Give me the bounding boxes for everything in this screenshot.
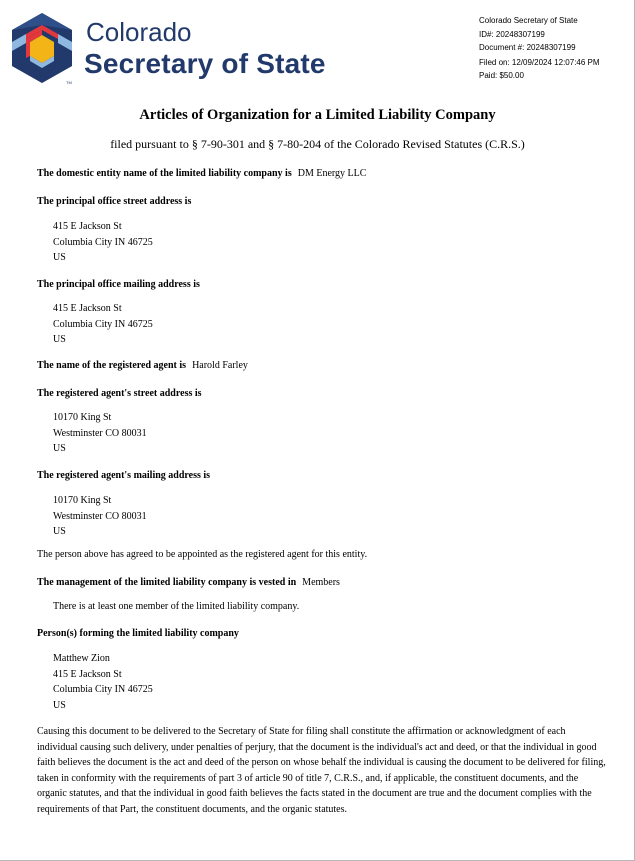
entity-name-value: DM Energy LLC <box>297 168 367 179</box>
registered-agent-value: Harold Farley <box>192 360 248 371</box>
management-note: There is at least one member of the limited liability company. <box>53 601 300 612</box>
filing-document-number: Document #: 20248307199 <box>479 43 576 52</box>
principal-mailing-address: 415 E Jackson St Columbia City IN 46725 US <box>53 303 153 345</box>
filing-stamp <box>479 14 600 83</box>
principal-street-address: 415 E Jackson St Columbia City IN 46725 US <box>53 221 153 263</box>
principal-street-heading: The principal office street address is <box>37 196 192 207</box>
registered-agent-row <box>37 360 248 371</box>
entity-name-label: The domestic entity name of the limited liability company is <box>37 168 292 179</box>
filing-fee: Paid: $50.00 <box>479 71 524 80</box>
logo-text-secretary-of-state: Secretary of State <box>84 48 326 79</box>
agent-street-address: 10170 King St Westminster CO 80031 US <box>53 412 147 454</box>
filing-id: ID#: 20248307199 <box>479 29 545 39</box>
principal-mailing-heading: The principal office mailing address is <box>37 279 200 290</box>
agent-mailing-heading: The registered agent's mailing address is <box>37 470 211 481</box>
formers-heading: Person(s) forming the limited liability company <box>37 628 239 639</box>
logo-text-colorado: Colorado <box>86 17 192 47</box>
management-row <box>37 577 340 588</box>
registered-agent-label: The name of the registered agent is <box>37 360 187 371</box>
document-subtitle: filed pursuant to § 7-90-301 and § 7-80-204 of the Colorado Revised Statutes (C.R.S.) <box>110 137 525 151</box>
agent-mailing-address: 10170 King St Westminster CO 80031 US <box>53 495 147 537</box>
affirmation-paragraph: Causing this document to be delivered to the Secretary of State for filing shall constitute the affirmation or acknowledgment of each individual causing such delivery, under penalties of perjury, that the document is the individual's act and deed, or that the individual in good faith believes the document is the act and deed of the person on whose behalf the individual is causing the document to be delivered for filing, taken in conformity with the requirements of part 3 of article 90 of title 7, C.R.S., and, if applicable, the constituent documents, and the organic statutes, and that the individual in good faith believes the facts stated in the document are true and the document complies with the requirements of that Part, the constituent documents, and the organic statutes. <box>37 726 606 815</box>
management-value: Members <box>302 577 340 588</box>
svg-text:TM: TM <box>66 80 72 85</box>
filing-office: Colorado Secretary of State <box>479 16 578 25</box>
document-title: Articles of Organization for a Limited Liability Company <box>139 107 496 123</box>
filing-date: Filed on: 12/09/2024 12:07:46 PM <box>479 57 600 67</box>
agent-street-heading: The registered agent's street address is <box>37 388 202 399</box>
agent-consent-text: The person above has agreed to be appointed as the registered agent for this entity. <box>37 549 368 560</box>
formers-details: Matthew Zion 415 E Jackson St Columbia City IN 46725 US <box>53 653 153 711</box>
management-label: The management of the limited liability company is vested in <box>37 577 297 588</box>
colorado-flag-hexagon-icon <box>8 11 76 87</box>
entity-name-row <box>37 168 366 179</box>
